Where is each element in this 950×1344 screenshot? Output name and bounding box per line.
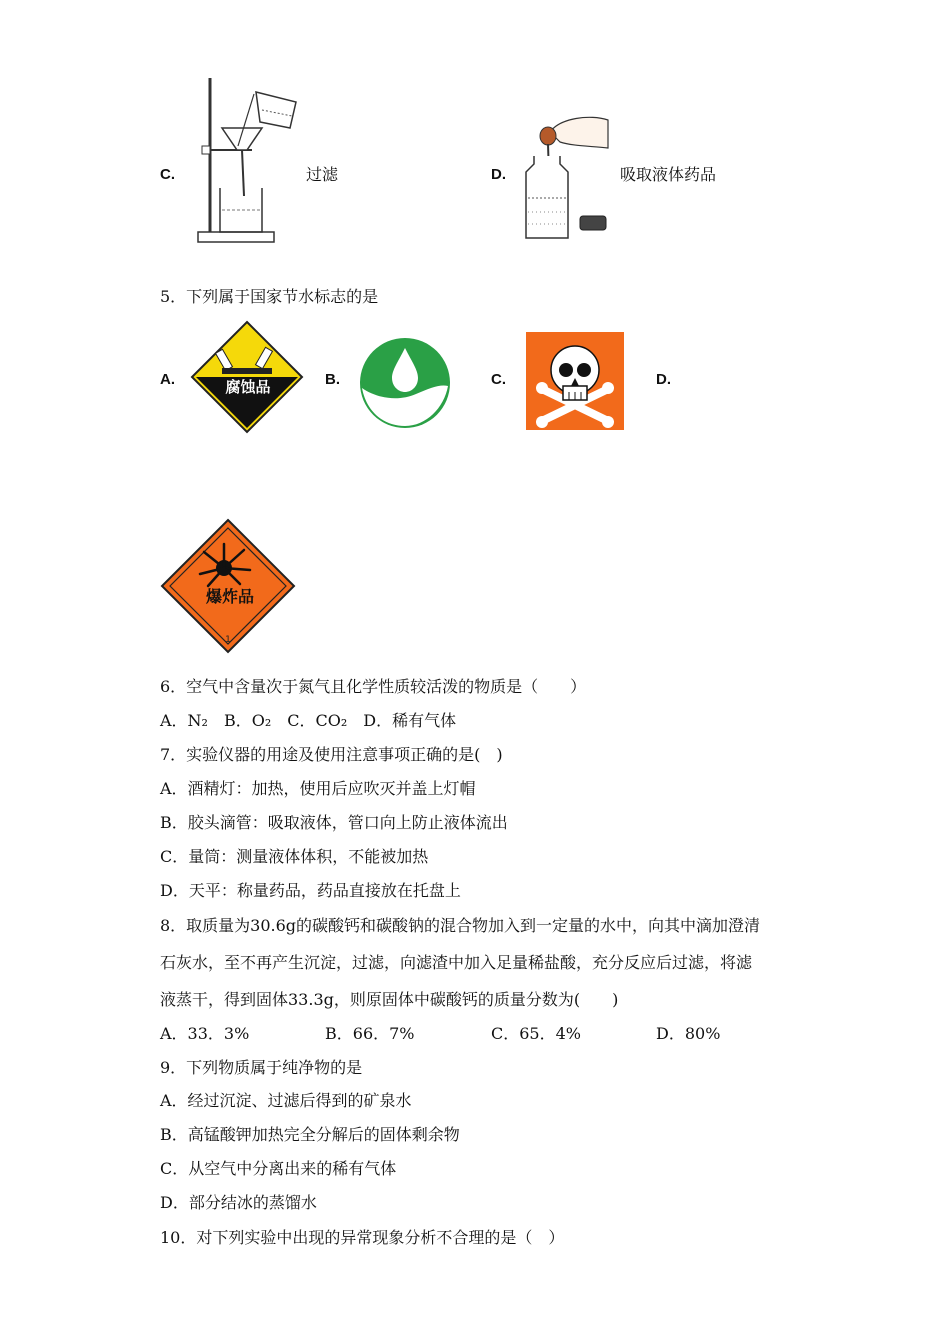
- option-c-letter: C.: [160, 166, 175, 183]
- filtration-apparatus-figure: [192, 76, 307, 246]
- svg-text:1: 1: [225, 635, 231, 645]
- q5-stem: 5．下列属于国家节水标志的是: [160, 287, 379, 306]
- q7-stem: 7．实验仪器的用途及使用注意事项正确的是( ): [160, 745, 503, 764]
- q7-option-d: D．天平：称量药品，药品直接放在托盘上: [160, 881, 461, 900]
- q9-option-d: D．部分结冰的蒸馏水: [160, 1193, 317, 1212]
- q9-option-c: C．从空气中分离出来的稀有气体: [160, 1159, 397, 1178]
- q8-stem-line-1: 8．取质量为30.6g的碳酸钙和碳酸钠的混合物加入到一定量的水中，向其中滴加澄清: [160, 916, 761, 935]
- explosive-sign-label: 爆炸品: [205, 587, 254, 606]
- water-saving-sign-icon: [358, 336, 452, 430]
- q8-stem-line-3: 液蒸干，得到固体33.3g，则原固体中碳酸钙的质量分数为( ): [160, 990, 619, 1009]
- q6-options: A．N₂ B．O₂ C．CO₂ D．稀有气体: [160, 711, 457, 730]
- q8-option-b: B．66．7%: [325, 1024, 415, 1043]
- q8-option-c: C．65．4%: [491, 1024, 581, 1043]
- q7-option-b: B．胶头滴管：吸取液体，管口向上防止液体流出: [160, 813, 508, 832]
- q8-option-d: D．80%: [656, 1024, 721, 1043]
- toxic-skull-sign-icon: [526, 332, 624, 430]
- q9-option-b: B．高锰酸钾加热完全分解后的固体剩余物: [160, 1125, 460, 1144]
- q5-option-a-letter: A.: [160, 371, 175, 388]
- q9-option-a: A．经过沉淀、过滤后得到的矿泉水: [160, 1091, 412, 1110]
- q7-option-a: A．酒精灯：加热，使用后应吹灭并盖上灯帽: [160, 779, 476, 798]
- q5-option-b-letter: B.: [325, 371, 340, 388]
- q7-option-c: C．量筒：测量液体体积，不能被加热: [160, 847, 429, 866]
- dropper-bottle-figure: [520, 112, 614, 242]
- q10-stem: 10．对下列实验中出现的异常现象分析不合理的是（ ）: [160, 1228, 565, 1247]
- q9-stem: 9．下列物质属于纯净物的是: [160, 1058, 363, 1077]
- corrosive-sign-label: 腐蚀品: [225, 378, 271, 396]
- q5-option-d-letter: D.: [656, 371, 671, 388]
- q5-option-c-letter: C.: [491, 371, 506, 388]
- option-d-caption: 吸取液体药品: [620, 165, 717, 184]
- q8-option-a: A．33．3%: [160, 1024, 250, 1043]
- q8-stem-line-2: 石灰水，至不再产生沉淀，过滤，向滤渣中加入足量稀盐酸，充分反应后过滤，将滤: [160, 953, 753, 972]
- option-c-caption: 过滤: [306, 165, 339, 184]
- q6-stem: 6．空气中含量次于氮气且化学性质较活泼的物质是（ ）: [160, 677, 587, 696]
- option-d-letter: D.: [491, 166, 506, 183]
